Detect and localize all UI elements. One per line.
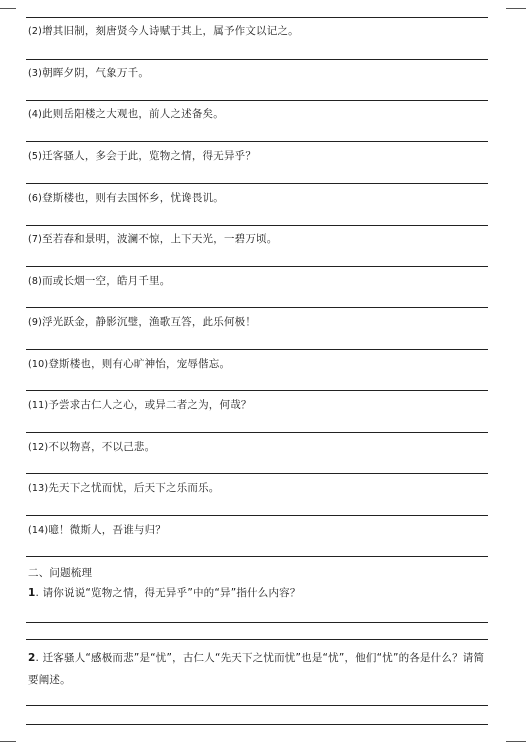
sentence-item (28, 108, 224, 121)
answer-rule (26, 100, 488, 101)
crop-mark-bottom-left (0, 741, 16, 742)
sentence-number: (6) (28, 193, 43, 204)
question-text: . 请你说说“览物之情，得无异乎”中的“异”指什么内容？ (35, 587, 301, 599)
question-text: . 迁客骚人“感极而悲”是“忧”，古仁人“先天下之忧而忧”也是“忧”，他们“忧”的各是什么？请简要阐述。 (28, 652, 485, 686)
answer-rule (26, 390, 488, 391)
answer-rule (26, 639, 488, 640)
sentence-text: 登斯楼也，则有心旷神怡，宠辱偕忘。 (48, 358, 231, 370)
sentence-item (28, 524, 166, 537)
sentence-number: (13) (28, 483, 49, 494)
crop-mark-top-left (0, 8, 16, 9)
sentence-item (28, 275, 170, 288)
sentence-number: (4) (28, 109, 43, 120)
answer-rule (26, 473, 488, 474)
sentence-text: 登斯楼也，则有去国怀乡，忧谗畏讥。 (42, 192, 224, 204)
question-1 (28, 587, 301, 600)
sentence-number: (2) (28, 26, 43, 37)
answer-rule (26, 59, 488, 60)
sentence-text: 此则岳阳楼之大观也，前人之述备矣。 (42, 108, 224, 120)
answer-rule (26, 183, 488, 184)
answer-rule (26, 432, 488, 433)
sentence-item (28, 358, 230, 371)
question-number: 2 (28, 652, 36, 664)
sentence-item (28, 150, 256, 163)
sentence-number: (5) (28, 151, 43, 162)
sentence-text: 增其旧制，刻唐贤今人诗赋于其上，属予作文以记之。 (42, 25, 299, 37)
answer-rule (26, 225, 488, 226)
crop-mark-top-right (506, 8, 526, 9)
sentence-number: (12) (28, 442, 49, 453)
sentence-item (28, 233, 277, 246)
sentence-text: 不以物喜，不以己悲。 (48, 441, 156, 453)
answer-rule (26, 556, 488, 557)
answer-rule (26, 515, 488, 516)
section-title: 二、问题梳理 (28, 567, 93, 579)
answer-rule (26, 17, 488, 18)
sentence-text: 而或长烟一空，皓月千里。 (42, 275, 171, 287)
answer-rule (26, 724, 488, 725)
sentence-number: (11) (28, 400, 49, 411)
question-number: 1 (28, 587, 36, 599)
sentence-number: (14) (28, 525, 49, 536)
sentence-item (28, 67, 149, 80)
answer-rule (26, 705, 488, 706)
sentence-text: 朝晖夕阴，气象万千。 (42, 67, 150, 79)
sentence-number: (7) (28, 234, 43, 245)
sentence-number: (9) (28, 317, 43, 328)
sentence-item (28, 316, 256, 329)
sentence-text: 迁客骚人，多会于此，览物之情，得无异乎？ (42, 150, 257, 162)
answer-rule (26, 141, 488, 142)
sentence-item (28, 399, 252, 412)
sentence-item (28, 482, 220, 495)
sentence-text: 予尝求古仁人之心，或异二者之为，何哉？ (48, 399, 252, 411)
answer-rule (26, 307, 488, 308)
sentence-number: (3) (28, 68, 43, 79)
sentence-item (28, 441, 155, 454)
answer-rule (26, 349, 488, 350)
crop-mark-bottom-right (506, 741, 526, 742)
sentence-text: 先天下之忧而忧，后天下之乐而乐。 (48, 482, 220, 494)
answer-rule (26, 622, 488, 623)
sentence-item (28, 25, 299, 38)
sentence-text: 浮光跃金，静影沉璧，渔歌互答，此乐何极！ (42, 316, 257, 328)
sentence-text: 至若春和景明，波澜不惊，上下天光，一碧万顷。 (42, 233, 278, 245)
answer-rule (26, 266, 488, 267)
sentence-item (28, 192, 224, 205)
sentence-text: 噫！微斯人，吾谁与归？ (48, 524, 167, 536)
question-2 (28, 647, 494, 691)
sentence-number: (10) (28, 359, 49, 370)
sentence-number: (8) (28, 276, 43, 287)
